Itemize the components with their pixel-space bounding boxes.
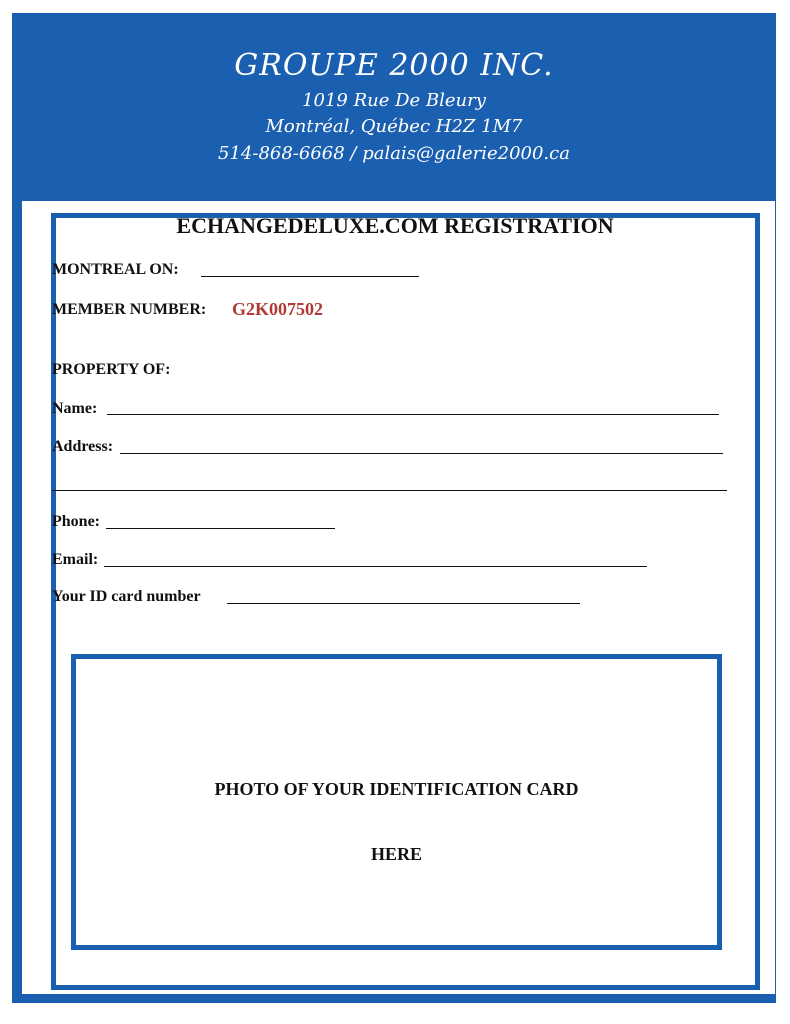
- address-label: Address:: [52, 438, 114, 455]
- id-card-label: Your ID card number: [52, 588, 201, 605]
- id-card-field[interactable]: [227, 603, 580, 604]
- name-field[interactable]: [107, 414, 719, 415]
- letterhead: [12, 13, 776, 203]
- company-name: GROUPE 2000 INC.: [234, 48, 554, 83]
- contact-info: 514-868-6668 / palais@galerie2000.ca: [218, 143, 570, 164]
- name-label: Name:: [52, 400, 98, 417]
- address-field-line2[interactable]: [52, 490, 727, 491]
- id-photo-box[interactable]: [71, 654, 722, 950]
- street-address: 1019 Rue De Bleury: [302, 90, 486, 111]
- address-field[interactable]: [120, 453, 723, 454]
- phone-label: Phone:: [52, 513, 100, 530]
- montreal-on-field[interactable]: [201, 276, 419, 277]
- photo-instruction: PHOTO OF YOUR IDENTIFICATION CARD: [214, 779, 579, 799]
- email-label: Email:: [52, 551, 99, 568]
- member-number-value: G2K007502: [232, 299, 324, 319]
- phone-field[interactable]: [106, 528, 335, 529]
- email-field[interactable]: [104, 566, 647, 567]
- montreal-on-label: MONTREAL ON:: [52, 261, 179, 278]
- photo-here-label: HERE: [370, 844, 422, 864]
- city-address: Montréal, Québec H2Z 1M7: [265, 116, 523, 137]
- property-of-label: PROPERTY OF:: [52, 361, 171, 378]
- form-title: ECHANGEDELUXE.COM REGISTRATION: [176, 213, 614, 238]
- member-number-label: MEMBER NUMBER:: [52, 301, 207, 318]
